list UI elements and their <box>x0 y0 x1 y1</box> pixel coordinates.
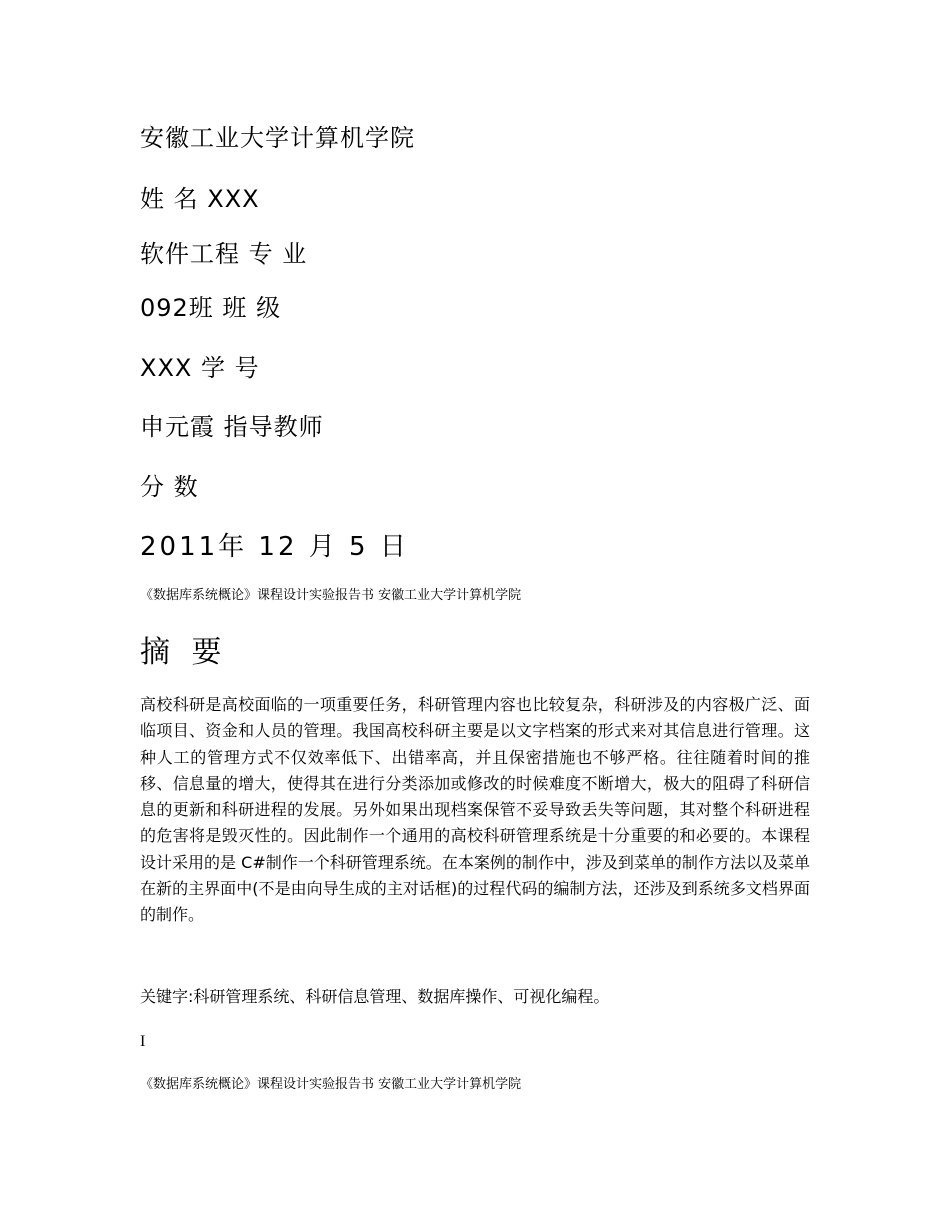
cover-major-line: 软件工程 专 业 <box>140 240 308 268</box>
abstract-body: 高校科研是高校面临的一项重要任务，科研管理内容也比较复杂，科研涉及的内容极广泛、面临项目、资金和人员的管理。我国高校科研主要是以文字档案的形式来对其信息进行管理。这种人工的管理方式不仅效率低下、出错率高，并且保密措施也不够严格。往往随着时间的推移、信息量的增大，使得其在进行分类添加或修改的时候难度不断增大，极大的阻碍了科研信息的更新和科研进程的发展。另外如果出现档案保管不妥导致丢失等问题，其对整个科研进程的危害将是毁灭性的。因此制作一个通用的高校科研管理系统是十分重要的和必要的。本课程设计采用的是 C#制作一个科研管理系统。在本案例的制作中，涉及到菜单的制作方法以及菜单在新的主界面中(不是由向导生成的主对话框)的过程代码的编制方法，还涉及到系统多文档界面的制作。 <box>140 695 810 925</box>
abstract-title: 摘 要 <box>140 635 228 670</box>
running-header: 《数据库系统概论》课程设计实验报告书 安徽工业大学计算机学院 <box>140 588 522 603</box>
cover-name-line: 姓 名 XXX <box>140 185 260 213</box>
page-number: I <box>140 1033 146 1050</box>
abstract-keywords: 关键字:科研管理系统、科研信息管理、数据库操作、可视化编程。 <box>140 987 610 1006</box>
cover-school: 安徽工业大学计算机学院 <box>140 124 415 152</box>
cover-advisor-line: 申元霞 指导教师 <box>140 413 324 441</box>
cover-date-line: 2011年 12 月 5 日 <box>140 532 409 562</box>
cover-class-line: 092班 班 级 <box>140 294 282 322</box>
cover-student-id-line: XXX 学 号 <box>140 354 260 382</box>
running-header-repeat: 《数据库系统概论》课程设计实验报告书 安徽工业大学计算机学院 <box>140 1077 522 1092</box>
cover-score-line: 分 数 <box>140 473 199 501</box>
